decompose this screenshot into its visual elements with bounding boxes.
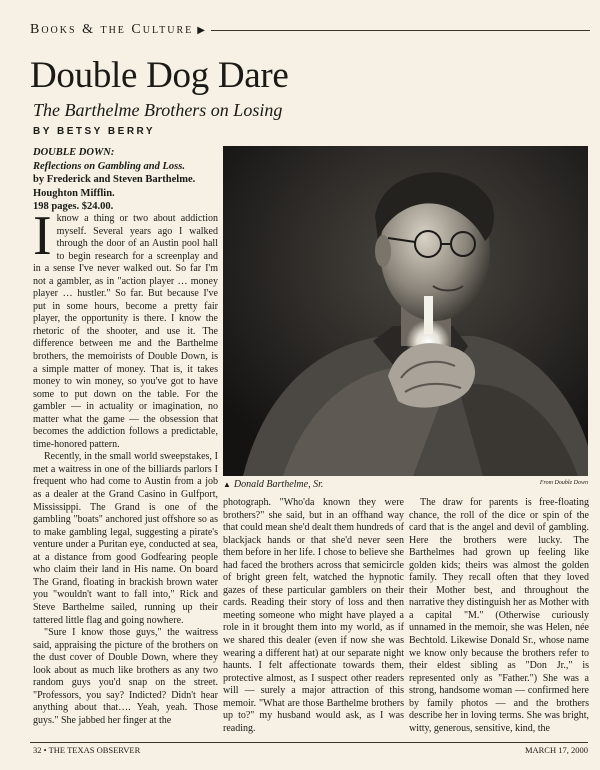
portrait-illustration [223, 146, 588, 476]
book-title: DOUBLE DOWN: [33, 147, 115, 158]
article-subtitle: The Barthelme Brothers on Losing [33, 100, 283, 120]
book-details: 198 pages. $24.00. [33, 201, 114, 212]
footer-page-info: 32 • THE TEXAS OBSERVER [33, 745, 141, 755]
section-rule [211, 30, 590, 31]
footer-rule [30, 742, 588, 743]
caption-triangle-icon: ▲ [223, 480, 231, 489]
section-arrow-icon: ▶ [197, 24, 205, 36]
body-column-1 [33, 213, 218, 743]
column-2-text: photograph. "Who'da known they were brothers?" she said, but in an offhand way that could mean she'd dealt them hundreds of blackjack hands or that she'd never seen them before in her life. I chose to believe she had faced the brothers across that semicircle of bright green felt, watched the hypnotic gazes of these particular gamblers on their cards. Reading their story of loss and then meeting someone who might have played a role in it brought them into my world, as if we shared this dealer (even if now she was wearing a different hat) at our separate night haunts. I felt affectionate towards them, protective almost, as I suspect other readers will — surely a major attraction of this memoir. "What are those Barthelme brothers up to?" my husband would ask, as I was reading. [223, 497, 404, 734]
photo-credit: From Double Down [539, 480, 588, 486]
caption-text: Donald Barthelme, Sr. [233, 479, 324, 490]
paragraph-1-text: know a thing or two about addiction myself. Several years ago I walked through the door of an Austin pool hall to begin research for a screenplay and in a sense I've never walked out. So far I'm not a gambler, as in "action player … money player … hustler." So far. But because I've put in some hours, become a pretty fair player, the opportunity is there. I know the rhetoric of the shooter, and use it. The difference between me and the Barthelme brothers, the memoirists of Double Down, is a simple matter of money. That is, it takes money to win money, so you've got to have some to put down on the table. For the gambler — in actuality or imagination, no matter what the game — the obsession that becomes the addiction follows a predictable, time-honored pattern. [33, 213, 218, 450]
book-subtitle: Reflections on Gambling and Loss. [33, 160, 185, 172]
body-column-2 [223, 497, 404, 745]
section-label: Books & the Culture [30, 22, 194, 37]
drop-cap: I [33, 213, 52, 267]
paragraph-1 [33, 213, 218, 451]
paragraph-3: "Sure I know those guys," the waitress said, appraising the picture of the brothers on the dust cover of Double Down, where they look about as much like brothers as any two random guys you'd snap on the street. "Professors, you say? Indicted? Didn't hear anything about that…. Yeah, yeah. Those guys." She jabbed her finger at the [33, 627, 218, 726]
footer-date: MARCH 17, 2000 [524, 745, 588, 755]
book-publisher: Houghton Mifflin. [33, 187, 115, 199]
book-info [33, 146, 218, 214]
portrait-photo [223, 146, 588, 476]
photo-caption [223, 479, 588, 491]
book-authors: by Frederick and Steven Barthelme. [33, 174, 196, 185]
paragraph-2: Recently, in the small world sweepstakes, I met a waitress in one of the billiards parlors I frequent who had come to Austin from a job as a dealer at the Grand Casino in Gulfport, Mississippi. The Grand is one of the gambling "boats" anchored just offshore so as to make gambling legal, suggesting a pirate's venture under a Puritan eye, conducted at sea, at a distance from good Godfearing people who claim their land in His name. On board The Grand, floating in brackish brown water you "wouldn't want to fall into," Rick and Steve Barthelme sailed, running up their tattered little flag and going nowhere. [33, 451, 218, 626]
column-3-text: The draw for parents is free-floating chance, the roll of the dice or spin of the card that is the angel and devil of gambling. Here the brothers were lucky. The Barthelmes had grown up feeling like golden kids; theirs was almost the golden family. They recall often that they loved their Mother best, and throughout the narrative they distinguish her as Mother with a capital "M." (Otherwise curiously unnamed in the memoir, she was Helen, née Bechtold. Likewise Donald Sr., whose name we know only because the brothers refer to their eldest sibling as "Don Jr.," is represented only as "Father.") She was a strong, handsome woman — confirmed here by family photos — and the brothers describe her in loving terms. She was bright, witty, generous, sensitive, kind, the [409, 497, 589, 734]
article-title: Double Dog Dare [30, 55, 289, 96]
article-byline: BY BETSY BERRY [33, 126, 156, 137]
section-header [30, 20, 590, 40]
body-column-3 [409, 497, 589, 745]
